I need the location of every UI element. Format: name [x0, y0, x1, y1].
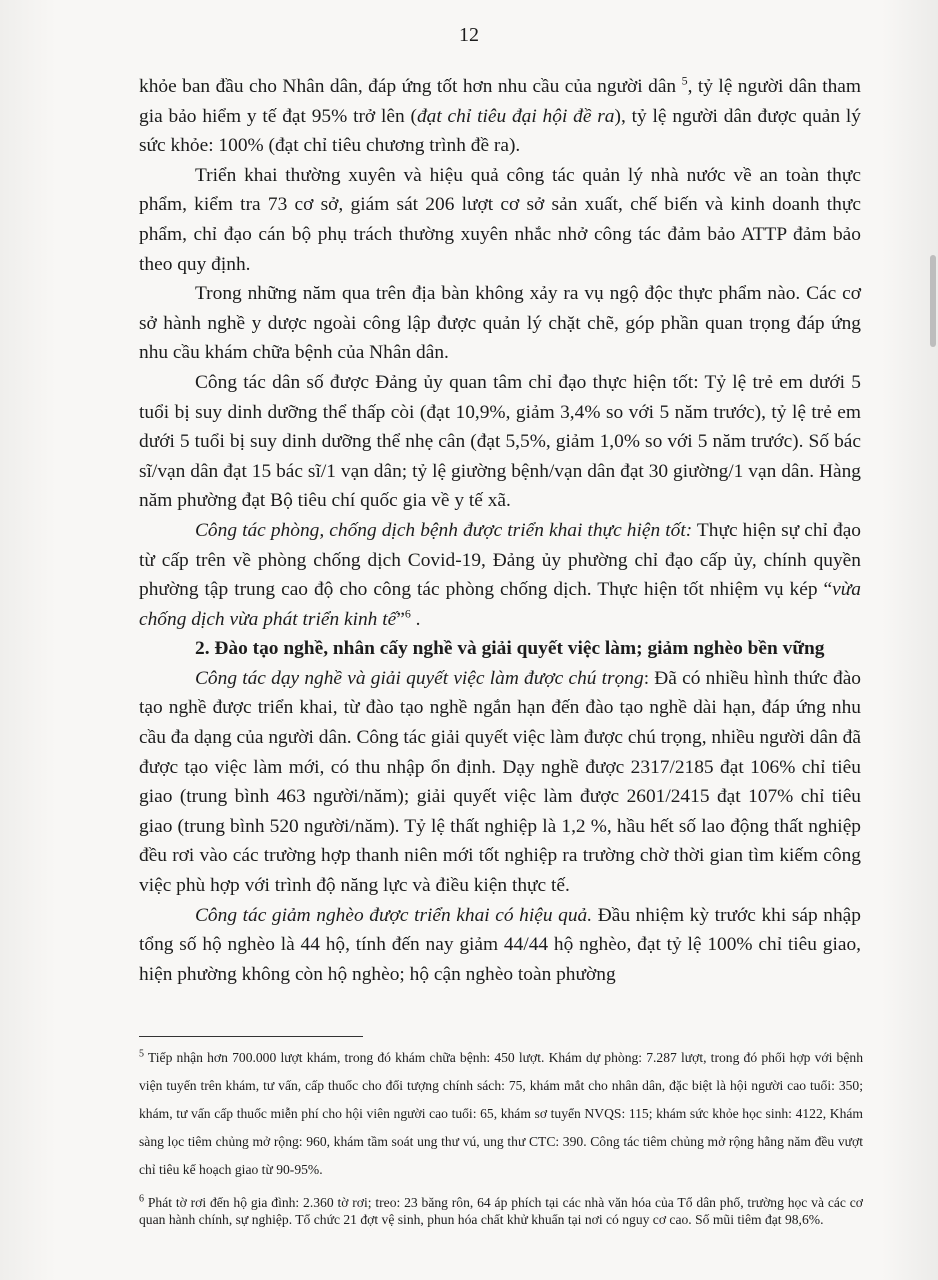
footnote-ref-5[interactable]: 5 [681, 73, 688, 88]
paragraph-italic: vừa chống dịch vừa phát triển kinh tế [139, 579, 861, 630]
footnote-mark: 5 [139, 1048, 144, 1060]
section-heading: 2. Đào tạo nghề, nhân cấy nghề và giải quyết việc làm; giảm nghèo bền vững [195, 638, 825, 660]
paragraph-text: ” [396, 608, 405, 630]
footnotes [139, 1044, 863, 1228]
paragraph-italic: Công tác giảm nghèo được triển khai có hiệu quả. [195, 904, 593, 926]
paragraph-health [139, 72, 861, 161]
document-body [139, 72, 861, 989]
paragraph-text: Thực hiện sự chỉ đạo từ cấp trên về phòng chống dịch Covid-19, Đảng ủy phường chỉ đạo cấp ủy, chính quyền phường tập trung cao độ cho công tác phòng chống dịch. Thực hiện tốt nhiệm vụ kép “ [139, 519, 861, 601]
paragraph-poverty [139, 901, 861, 990]
footnote-text: Phát tờ rơi đến hộ gia đình: 2.360 tờ rơi; treo: 23 băng rôn, 64 áp phích tại các nhà văn hóa của Tổ dân phố, trường học và các cơ quan hành chính, sự nghiệp. Tổ chức 21 đợt vệ sinh, phun hóa chất khử khuẩn tại nơi có nguy cơ cao. Số mũi tiêm đạt 98,6%. [139, 1195, 863, 1227]
paragraph-no-poisoning: Trong những năm qua trên địa bàn không xảy ra vụ ngộ độc thực phẩm nào. Các cơ sở hành nghề y dược ngoài công lập được quản lý chặt chẽ, góp phần quan trọng đáp ứng nhu cầu khám chữa bệnh của Nhân dân. [139, 283, 861, 364]
paragraph-text: . [410, 608, 421, 630]
footnote-5 [139, 1044, 863, 1184]
paragraph-italic: Công tác phòng, chống dịch bệnh được triển khai thực hiện tốt: [195, 519, 693, 541]
footnote-6 [139, 1194, 863, 1228]
paragraph-text: ), tỷ lệ người dân được quản lý sức khỏe: 100% (đạt chỉ tiêu chương trình đề ra). [139, 105, 861, 157]
footnote-ref-6[interactable]: 6 [404, 606, 411, 621]
paragraph-text: khỏe ban đầu cho Nhân dân, đáp ứng tốt hơn nhu cầu của người dân [139, 76, 682, 97]
page-number: 12 [459, 24, 479, 46]
footnote-divider [139, 1036, 363, 1037]
paragraph-epidemic [139, 516, 861, 634]
paragraph-population: Công tác dân số được Đảng ủy quan tâm chỉ đạo thực hiện tốt: Tỷ lệ trẻ em dưới 5 tuổi bị suy dinh dưỡng thể thấp còi (đạt 10,9%, giảm 3,4% so với 5 năm trước), tỷ lệ trẻ em dưới 5 tuổi bị suy dinh dưỡng thể nhẹ cân (đạt 5,5%, giảm 1,0% so với 5 năm trước). Số bác sĩ/vạn dân đạt 15 bác sĩ/1 vạn dân; tỷ lệ giường bệnh/vạn dân đạt 30 giường/1 vạn dân. Hàng năm phường đạt Bộ tiêu chí quốc gia về y tế xã. [139, 371, 861, 512]
footnote-mark: 6 [139, 1193, 144, 1205]
paragraph-food-safety: Triển khai thường xuyên và hiệu quả công tác quản lý nhà nước về an toàn thực phẩm, kiểm tra 73 cơ sở, giám sát 206 lượt cơ sở sản xuất, chế biến và kinh doanh thực phẩm, chỉ đạo cán bộ phụ trách thường xuyên nhắc nhở công tác đảm bảo ATTP đảm bảo theo quy định. [139, 164, 861, 275]
paragraph-vocational [139, 664, 861, 901]
paragraph-italic: Công tác dạy nghề và giải quyết việc làm được chú trọng [195, 667, 644, 689]
paragraph-italic: đạt chỉ tiêu đại hội đề ra [416, 105, 615, 127]
paragraph-text: , tỷ lệ người dân tham gia bảo hiểm y tế đạt 95% trở lên ( [139, 76, 861, 127]
paragraph-text: Đầu nhiệm kỳ trước khi sáp nhập tổng số hộ nghèo là 44 hộ, tính đến nay giảm 44/44 hộ nghèo, đạt tỷ lệ 100% chỉ tiêu giao, hiện phường không còn hộ nghèo; hộ cận nghèo toàn phường [139, 904, 861, 985]
footnote-text: Tiếp nhận hơn 700.000 lượt khám, trong đó khám chữa bệnh: 450 lượt. Khám dự phòng: 7.287 lượt, trong đó phối hợp với bệnh viện tuyến trên khám, tư vấn, cấp thuốc cho đối tượng chính sách: 75, khám mắt cho nhân dân, đặc biệt là hội người cao tuổi: 350; khám, tư vấn cấp thuốc miễn phí cho hội viên người cao tuổi: 65, khám sơ tuyển NVQS: 115; khám sức khỏe học sinh: 4122, Khám sàng lọc tiêm chủng mở rộng: 960, khám tầm soát ung thư vú, ung thư CTC: 390. Công tác tiêm chủng mở rộng hằng năm đều vượt chỉ tiêu kế hoạch giao từ 90-95%. [139, 1050, 863, 1177]
paragraph-text: : Đã có nhiều hình thức đào tạo nghề được triển khai, từ đào tạo nghề ngắn hạn đến đào tạo nghề dài hạn, đáp ứng nhu cầu đa dạng của người dân. Công tác giải quyết việc làm được chú trọng, nhiều người dân đã được tạo việc làm mới, có thu nhập ổn định. Dạy nghề được 2317/2185 đạt 106% chỉ tiêu giao (trung bình 463 người/năm); giải quyết việc làm được 2601/2415 đạt 107% chỉ tiêu giao (trung bình 520 người/năm). Tỷ lệ thất nghiệp là 1,2 %, hầu hết số lao động thất nghiệp đều rơi vào các trường hợp thanh niên mới tốt nghiệp ra trường chờ thời gian tìm kiếm công việc phù hợp với trình độ năng lực và điều kiện thực tế. [139, 667, 862, 897]
scrollbar-thumb[interactable] [930, 255, 936, 347]
